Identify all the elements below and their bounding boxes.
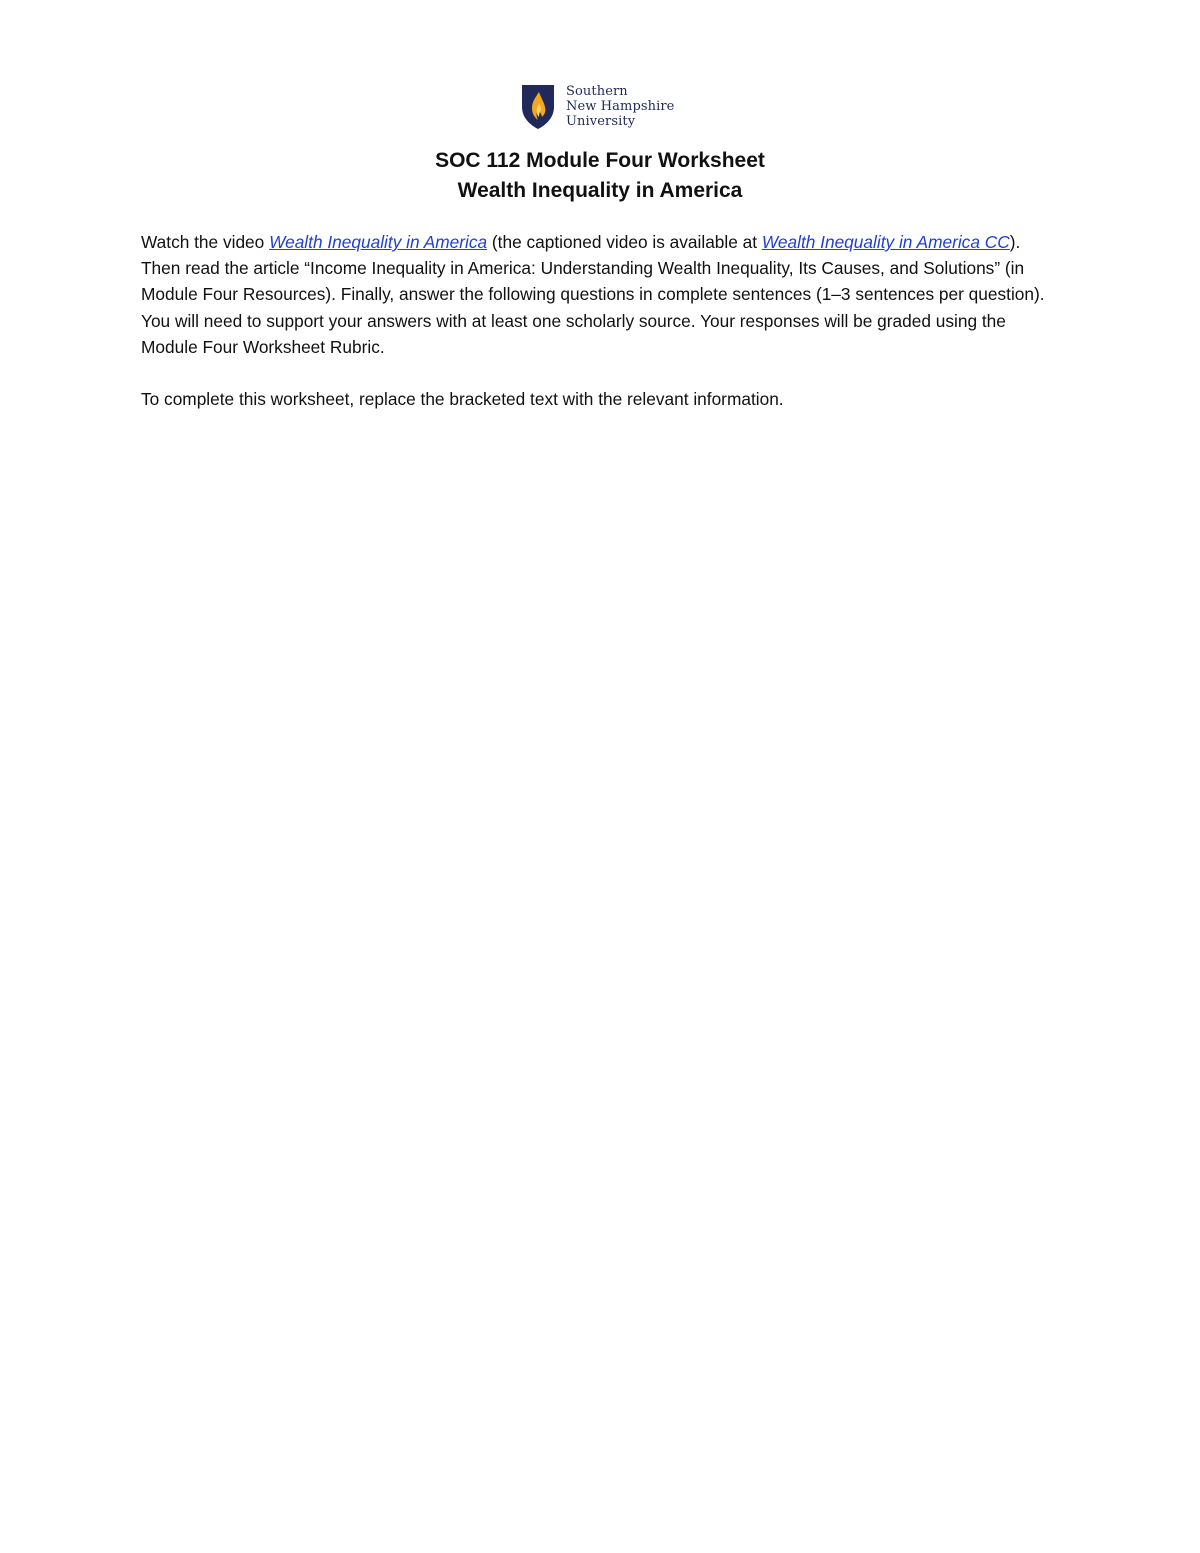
logo-line-new-hampshire: New Hampshire (566, 99, 675, 114)
university-name (566, 84, 674, 129)
flame-shield-icon (520, 83, 556, 131)
video-link[interactable]: Wealth Inequality in America (269, 232, 488, 252)
intro-text-1: Watch the video (141, 232, 270, 252)
logo-line-university: University (566, 114, 636, 129)
document-heading (0, 146, 1200, 206)
intro-paragraph (141, 229, 1059, 360)
document-subtitle: Wealth Inequality in America (457, 179, 743, 202)
instruction-paragraph: To complete this worksheet, replace the bracketed text with the relevant information. (141, 389, 784, 410)
intro-text-3: ). Then read the article “Income Inequality in America: Understanding Wealth Inequality, Its Causes, and Solutions” (in Module Four Resources). Finally, answer the following questions in complete sentences (1–3 sentences per question). You will need to support your answers with at least one scholarly source. Your responses will be graded using the Module Four Worksheet Rubric. (141, 232, 1045, 357)
document-title: SOC 112 Module Four Worksheet (435, 149, 765, 172)
university-logo (520, 83, 690, 133)
captioned-video-link[interactable]: Wealth Inequality in America CC (761, 232, 1010, 252)
document-body (141, 229, 1059, 412)
logo-line-southern: Southern (566, 84, 628, 99)
intro-text-2: (the captioned video is available at (487, 232, 762, 252)
